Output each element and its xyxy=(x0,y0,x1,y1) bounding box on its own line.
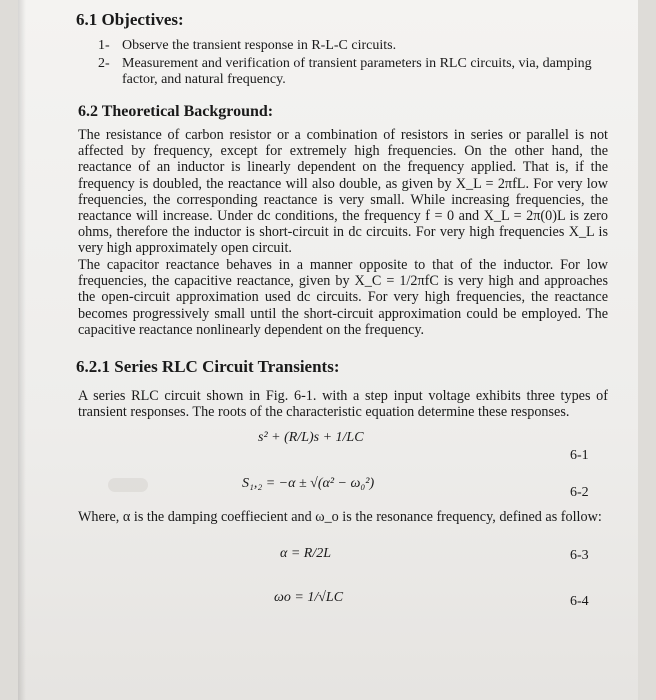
list-item-text: Observe the transient response in R-L-C circuits. xyxy=(122,38,397,53)
theory-paragraph-2: The capacitor reactance behaves in a manner opposite to that of the inductor. For low frequencies, the capacitive reactance, given by X_C = 1/2πfC is very high and approaches the open-circuit approximation used dc circuits. For very high frequencies, the reactance becomes progressively small until the short-circuit approximation could be employed. The capacitive reactance nonlinearly dependent on the frequency. xyxy=(78,257,608,338)
list-item xyxy=(98,56,618,88)
where-text: Where, α is the damping coeffiecient and ω_o is the resonance frequency, defined as follow: xyxy=(78,509,602,525)
equation-label: 6-2 xyxy=(570,485,589,500)
objectives-heading: 6.1 Objectives: xyxy=(76,10,184,29)
list-item-number: 1- xyxy=(98,38,110,53)
list-item-number: 2- xyxy=(98,56,110,71)
page-edge-shadow xyxy=(18,0,26,700)
equation-6-3: α = R/2L xyxy=(280,546,332,561)
equation-label: 6-3 xyxy=(570,548,589,563)
series-rlc-paragraph: A series RLC circuit shown in Fig. 6-1. with a step input voltage exhibits three types of transient responses. The roots of the characteristic equation determine these responses. xyxy=(78,388,608,421)
objectives-list xyxy=(98,38,618,90)
theory-heading: 6.2 Theoretical Background: xyxy=(78,103,274,120)
list-item-text: Measurement and verification of transient parameters in RLC circuits, via, damping factor, and natural frequency. xyxy=(122,56,592,87)
theory-paragraph-1: The resistance of carbon resistor or a combination of resistors in series or parallel is not affected by frequency, except for extremely high frequencies. On the other hand, the reactance of an inductor is linearly dependent on the frequency applied. That is, if the frequency is doubled, the reactance will also double, as given by X_L = 2πfL. For very low frequencies, the corresponding reactance is very small. While increasing frequencies, the reactance will increase. Under dc conditions, the frequency f = 0 and X_L = 2π(0)L is zero ohms, therefore the inductor is short-circuit in dc circuits. For very high frequencies X_L is very high approximately open circuit. xyxy=(78,127,608,257)
page-smudge xyxy=(108,478,148,492)
equation-6-1: s² + (R/L)s + 1/LC xyxy=(258,430,364,445)
document-page xyxy=(18,0,638,700)
equation-label: 6-4 xyxy=(570,594,589,609)
list-item xyxy=(98,38,618,54)
equation-label: 6-1 xyxy=(570,448,589,463)
equation-6-4: ωo = 1/√LC xyxy=(274,590,344,605)
series-rlc-heading: 6.2.1 Series RLC Circuit Transients: xyxy=(76,357,340,376)
equation-6-2: S₁,₂ = −α ± √(α² − ω₀²) xyxy=(242,476,375,491)
